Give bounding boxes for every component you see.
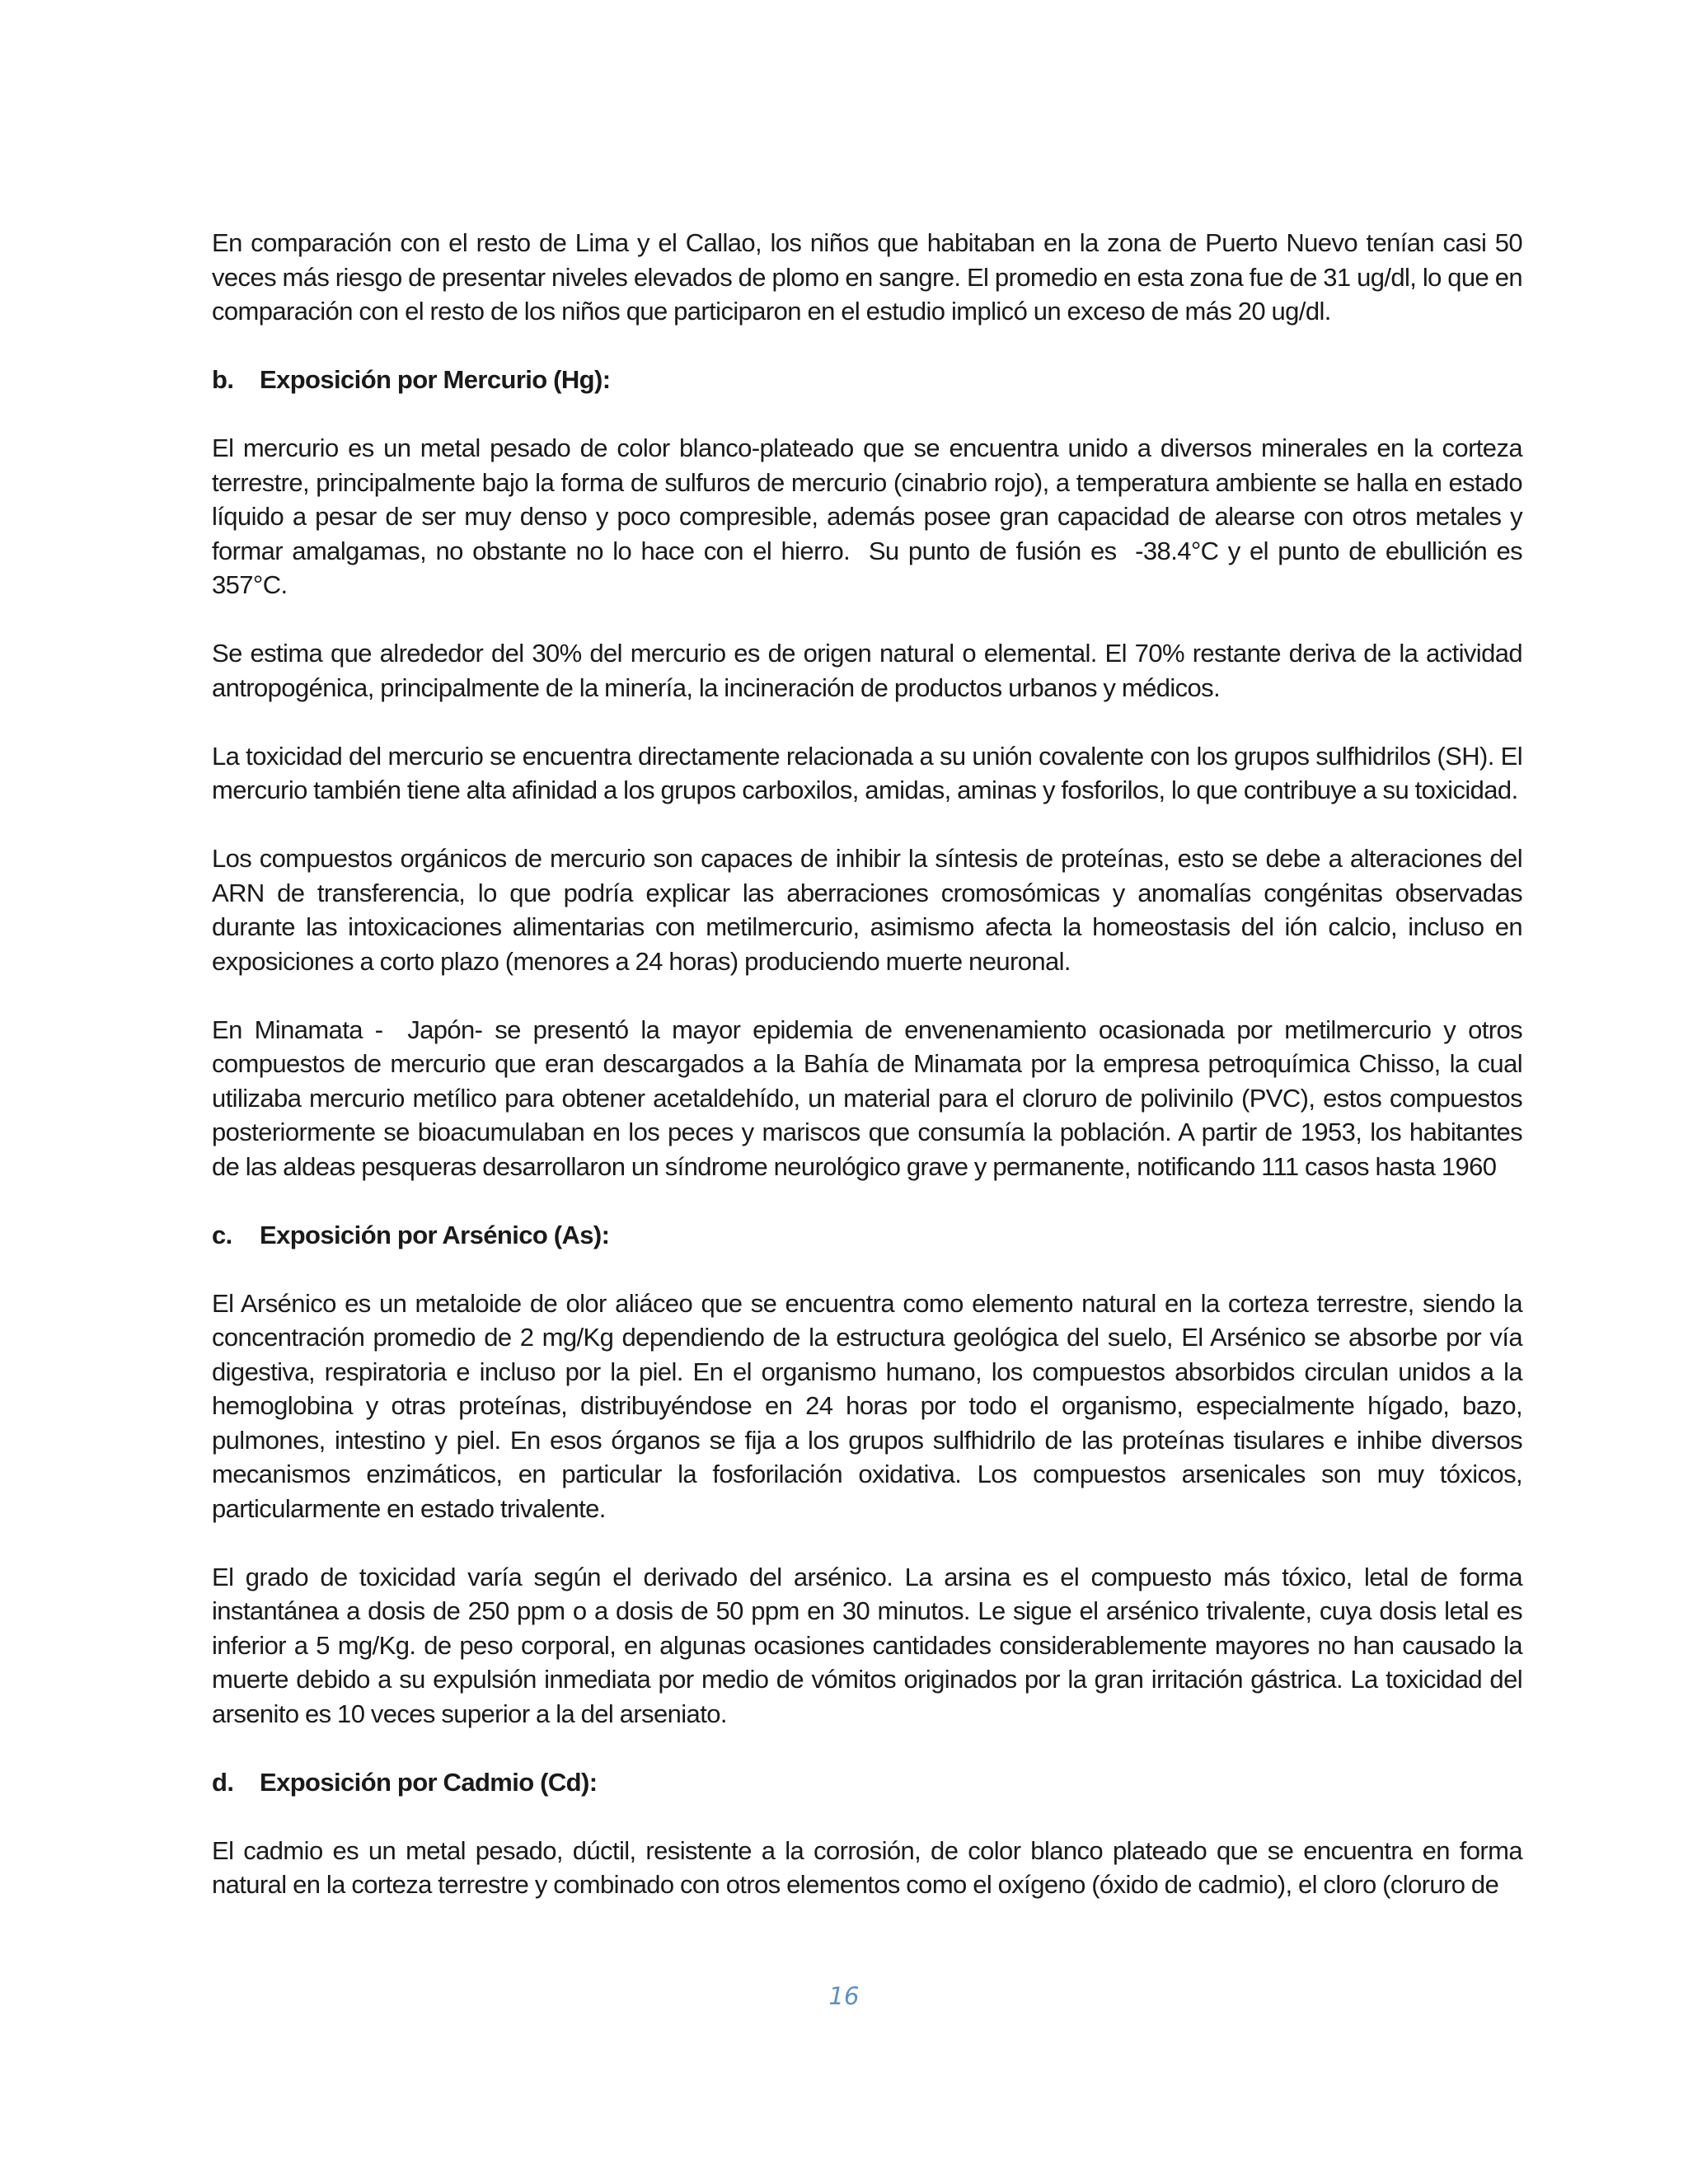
- section-marker: c.: [212, 1220, 232, 1249]
- section-heading-arsenico: [212, 1218, 1522, 1253]
- section-marker: d.: [212, 1767, 234, 1797]
- section-title: Exposición por Cadmio (Cd):: [260, 1767, 598, 1797]
- paragraph-mercurio-toxicity: La toxicidad del mercurio se encuentra directamente relacionada a su unión covalente con los grupos sulfhidrilos (SH). El mercurio también tiene alta afinidad a los grupos carboxilos, amidas, aminas y fosforilos, lo que contribuye a su toxicidad.: [212, 741, 1529, 804]
- paragraph-lead-exposure-puerto-nuevo: En comparación con el resto de Lima y el Callao, los niños que habitaban en la zona de Puerto Nuevo tenían casi 50 veces más riesgo de presentar niveles elevados de plomo en sangre. El promedio en esta zona fue de 31 ug/dl, lo que en comparación con el resto de los niños que participaron en el estudio implicó un exceso de más 20 ug/dl.: [212, 228, 1529, 326]
- paragraph-arsenico-description: El Arsénico es un metaloide de olor aliáceo que se encuentra como elemento natural en la corteza terrestre, siendo la concentración promedio de 2 mg/Kg dependiendo de la estructura geológica del suelo, El Arsénico se absorbe por vía digestiva, respiratoria e incluso por la piel. En el organismo humano, los compuestos absorbidos circulan unidos a la hemoglobina y otras proteínas, distribuyéndose en 24 horas por todo el organismo, especialmente hígado, bazo, pulmones, intestino y piel. En esos órganos se fija a los grupos sulfhidrilo de las proteínas tisulares e inhibe diversos mecanismos enzimáticos, en particular la fosforilación oxidativa. Los compuestos arsenicales son muy tóxicos, particularmente en estado trivalente.: [212, 1288, 1529, 1523]
- section-heading-mercurio: [212, 363, 1522, 397]
- paragraph-mercurio-description: El mercurio es un metal pesado de color blanco-plateado que se encuentra unido a diversos minerales en la corteza terrestre, principalmente bajo la forma de sulfuros de mercurio (cinabrio rojo), a temperatura ambiente se halla en estado líquido a pesar de ser muy denso y poco compresible, además posee gran capacidad de alearse con otros metales y formar amalgamas, no obstante no lo hace con el hierro. Su punto de fusión es -38.4°C y el punto de ebullición es 357°C.: [212, 434, 1529, 599]
- page-body: [212, 226, 1529, 1936]
- paragraph-mercurio-organic-compounds: Los compuestos orgánicos de mercurio son capaces de inhibir la síntesis de proteínas, esto se debe a alteraciones del ARN de transferencia, lo que podría explicar las aberraciones cromosómicas y anomalías congénitas observadas durante las intoxicaciones alimentarias con metilmercurio, asimismo afecta la homeostasis del ión calcio, incluso en exposiciones a corto plazo (menores a 24 horas) produciendo muerte neuronal.: [212, 844, 1529, 976]
- section-title: Exposición por Arsénico (As):: [260, 1220, 610, 1249]
- paragraph-minamata: En Minamata - Japón- se presentó la mayor epidemia de envenenamiento ocasionada por metilmercurio y otros compuestos de mercurio que eran descargados a la Bahía de Minamata por la empresa petroquímica Chisso, la cual utilizaba mercurio metílico para obtener acetaldehído, un material para el cloruro de polivinilo (PVC), estos compuestos posteriormente se bioacumulaban en los peces y mariscos que consumía la población. A partir de 1953, los habitantes de las aldeas pesqueras desarrollaron un síndrome neurológico grave y permanente, notificando 111 casos hasta 1960: [212, 1015, 1529, 1181]
- page-number: 16: [828, 1982, 860, 2010]
- section-title: Exposición por Mercurio (Hg):: [260, 365, 611, 394]
- paragraph-arsenico-toxicity: El grado de toxicidad varía según el derivado del arsénico. La arsina es el compuesto más tóxico, letal de forma instantánea a dosis de 250 ppm o a dosis de 50 ppm en 30 minutos. Le sigue el arsénico trivalente, cuya dosis letal es inferior a 5 mg/Kg. de peso corporal, en algunas ocasiones cantidades considerablemente mayores no han causado la muerte debido a su expulsión inmediata por medio de vómitos originados por la gran irritación gástrica. La toxicidad del arsenito es 10 veces superior a la del arseniato.: [212, 1562, 1529, 1728]
- paragraph-mercurio-origin: Se estima que alrededor del 30% del mercurio es de origen natural o elemental. El 70% restante deriva de la actividad antropogénica, principalmente de la minería, la incineración de productos urbanos y médicos.: [212, 639, 1529, 702]
- paragraph-cadmio-description: El cadmio es un metal pesado, dúctil, resistente a la corrosión, de color blanco plateado que se encuentra en forma natural en la corteza terrestre y combinado con otros elementos como el oxígeno (óxido de cadmio), el cloro (cloruro de: [212, 1835, 1529, 1899]
- section-marker: b.: [212, 365, 234, 394]
- section-heading-cadmio: [212, 1765, 1522, 1800]
